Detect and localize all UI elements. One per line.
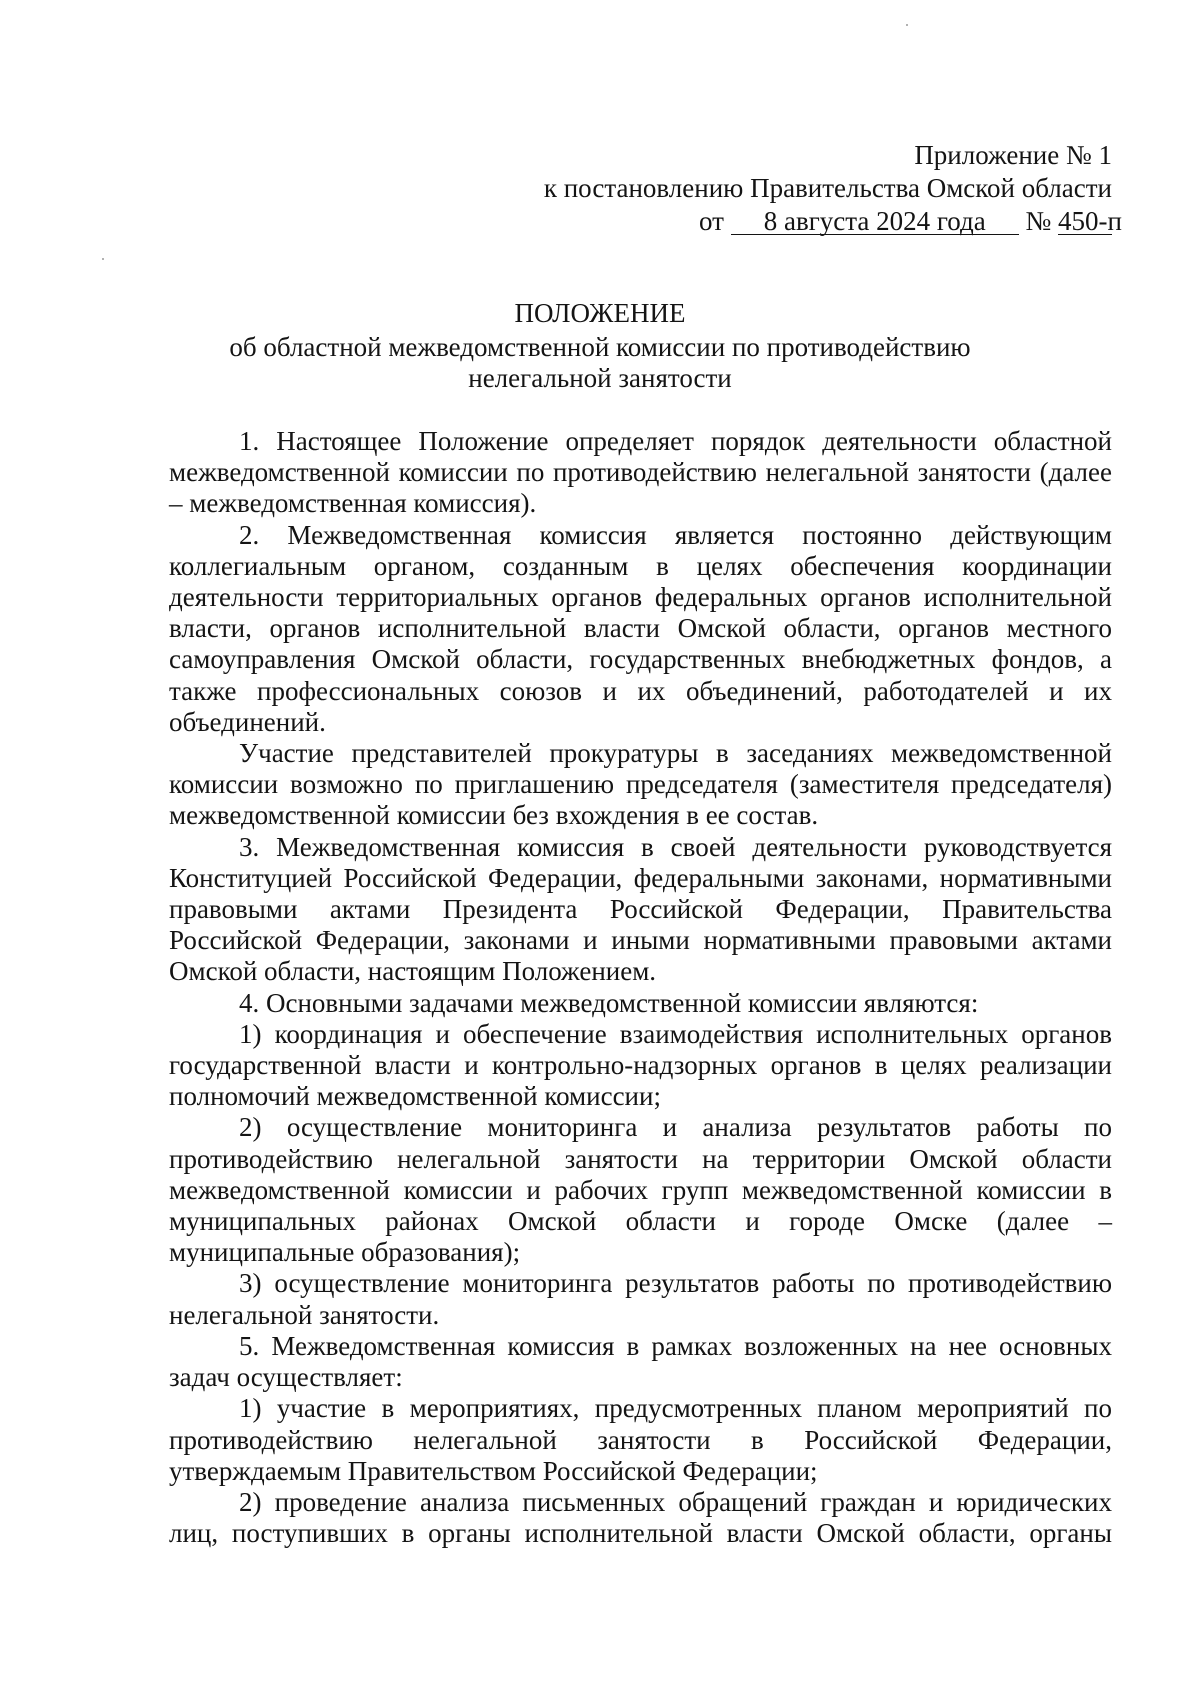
- resolution-date: 8 августа 2024 года: [731, 208, 1019, 235]
- paragraph-5-item-2: 2) проведение анализа письменных обращений граждан и юридических лиц, поступивших в органы исполнительной власти Омской области, органы: [169, 1486, 1112, 1549]
- appendix-header: [543, 139, 1122, 238]
- paragraph-5: 5. Межведомственная комиссия в рамках возложенных на нее основных задач осуществляет:: [169, 1330, 1112, 1393]
- document-title: [0, 298, 1200, 394]
- number-sign: №: [1025, 206, 1052, 236]
- paragraph-4: 4. Основными задачами межведомственной комиссии являются:: [239, 987, 979, 1018]
- paragraph-2: 2. Межведомственная комиссия является постоянно действующим коллегиальным органом, созданным в целях обеспечения координации деятельности территориальных органов федеральных органов исполнительной власти, органов исполнительной власти Омской области, органов местного самоуправления Омской области, государственных внебюджетных фондов, а также профессиональных союзов и их объединений, работодателей и их объединений.: [169, 519, 1112, 737]
- title-subtitle-line2: нелегальной занятости: [468, 363, 732, 393]
- appendix-number: Приложение № 1: [914, 140, 1112, 170]
- scan-speck: [906, 24, 908, 26]
- paragraph-5-item-1: 1) участие в мероприятиях, предусмотренных планом мероприятий по противодействию нелегальной занятости в Российской Федерации, утверждаемым Правительством Российской Федерации;: [169, 1393, 1112, 1486]
- scan-speck: [102, 258, 104, 260]
- appendix-reference: к постановлению Правительства Омской области: [543, 173, 1112, 203]
- from-label: от: [699, 206, 724, 236]
- appendix-date-number-line: [544, 205, 1122, 238]
- paragraph-4-item-3: 3) осуществление мониторинга результатов работы по противодействию нелегальной занятости.: [169, 1268, 1112, 1330]
- paragraph-1: 1. Настоящее Положение определяет порядок деятельности областной межведомственной комиссии по противодействию нелегальной занятости (далее – межведомственная комиссия).: [169, 426, 1112, 519]
- paragraph-3: 3. Межведомственная комиссия в своей деятельности руководствуется Конституцией Российской Федерации, федеральными законами, нормативными правовыми актами Президента Российской Федерации, Правительства Российской Федерации, законами и иными нормативными правовыми актами Омской области, настоящим Положением.: [169, 831, 1112, 987]
- title-subtitle-line1: об областной межведомственной комиссии по противодействию: [229, 332, 971, 362]
- document-body: [169, 426, 1112, 1549]
- resolution-number: 450-п: [1058, 206, 1122, 236]
- title-main: ПОЛОЖЕНИЕ: [514, 298, 686, 328]
- paragraph-2-prosecutor: Участие представителей прокуратуры в заседаниях межведомственной комиссии возможно по приглашению председателя (заместителя председателя) межведомственной комиссии без вхождения в ее состав.: [169, 738, 1112, 831]
- paragraph-4-item-1: 1) координация и обеспечение взаимодействия исполнительных органов государственной власти и контрольно-надзорных органов в целях реализации полномочий межведомственной комиссии;: [169, 1018, 1112, 1112]
- paragraph-4-item-2: 2) осуществление мониторинга и анализа результатов работы по противодействию нелегальной занятости на территории Омской области межведомственной комиссии и рабочих групп межведомственной комиссии в муниципальных районах Омской области и городе Омске (далее – муниципальные образования);: [169, 1112, 1112, 1268]
